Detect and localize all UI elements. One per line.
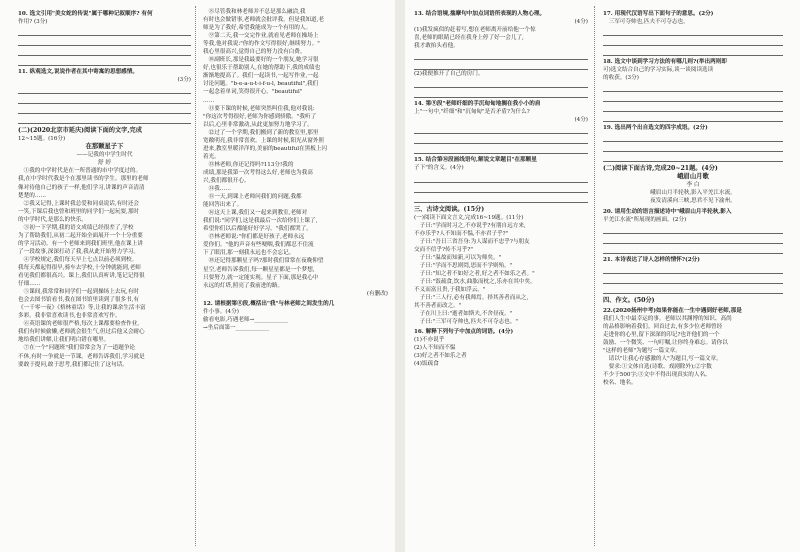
text-line: 不休,有时一争就是一节课。老师告诉我们,学习就是 xyxy=(18,353,145,360)
text-line: 不少于500字;③文中不得出现真实的人名、 xyxy=(603,372,711,379)
text-line: 成绩,那是我第一次考得这么好,老师也为我高 xyxy=(203,169,313,176)
question-text: 12. 请根据第⑧段,概括出"我"与林老师之间发生的几 xyxy=(203,300,335,307)
text-line: 讨论问题。"b-e-a-u-t-i-f-u-l, beautiful",我们 xyxy=(203,81,319,88)
text-line: 请以"让我心存感激的人"为题目,写一篇文章。 xyxy=(608,355,722,362)
text-line: 三军可夺帅也,匹夫不可夺志也。 xyxy=(608,19,689,26)
answer-line xyxy=(603,234,783,244)
answer-line xyxy=(414,134,588,144)
text-line: 下了眼泪,那一刻我永远也不会忘记。 xyxy=(203,250,295,257)
answer-line xyxy=(414,144,588,154)
text-line: 好,也很乐于帮助别人,在她的帮助下,我的成绩也 xyxy=(203,65,321,72)
answer-line xyxy=(603,244,783,254)
text-line: 像对待他自己的孩子一样,他们学习,讲课的声音清清 xyxy=(18,184,145,191)
text-line: ③初一下学期,我的语文成绩已经很差了,学校 xyxy=(23,224,134,231)
answer-line xyxy=(603,26,783,36)
answer-line xyxy=(603,102,783,112)
text-line: 我,在中学时代我是个在那里读书的学生。那里的老师 xyxy=(18,176,149,183)
answer-line xyxy=(414,78,588,88)
column-2 xyxy=(203,8,388,332)
text-line: 峨眉山月歌 xyxy=(677,173,709,181)
text-line: 子曰:"温故而知新,可以为师矣。" xyxy=(419,254,502,261)
text-line: ⑧尽管我和林老师并不总是那么融洽,我 xyxy=(208,9,306,15)
question-text: 20. 请用生动的语言描述诗中"峨眉山月半轮秋,影入 xyxy=(603,208,732,215)
question-text: 13. 结合语境,揣摩句中加点词语所表现的人物心理。 xyxy=(414,11,546,17)
text-line: 峨眉山月半轮秋,影入平羌江水流。 xyxy=(650,190,736,197)
answer-line xyxy=(603,284,783,294)
text-line: 有时也会做错事,老师就会批评我。但是我知道,老 xyxy=(203,17,325,24)
text-line: 子曰:"学而时习之,不亦说乎?有朋自远方来, xyxy=(419,222,526,229)
text-line: 要敢于提问,敢于思考,我们都记住了这句话。 xyxy=(18,361,128,368)
text-line: 我每天都起得很早,骑车去学校,十分钟就能到,老师 xyxy=(18,264,141,271)
text-line: 鼓励、一个微笑、一句叮嘱,让你终身难忘。请你以 xyxy=(603,339,728,346)
question-text: 17. 用现代汉语写出下面句子的意思。(2分) xyxy=(603,11,714,17)
text-line: 走进你的心里,留下深深的印记?也许他们的一个 xyxy=(603,331,720,338)
text-line: (4分) xyxy=(574,19,588,26)
answer-line xyxy=(603,264,783,274)
answer-line xyxy=(18,56,191,66)
text-line: ⑭我…… xyxy=(208,186,231,193)
answer-line xyxy=(18,36,191,46)
text-line: 我心里很高兴,觉得自己的努力没有白费。 xyxy=(203,49,306,56)
question-text: 19. 选出两个出自选文的四字成语。(2分) xyxy=(603,125,708,132)
text-line: 可)选文结合自己的学习实际,谈一谈阅读选读 xyxy=(603,67,714,74)
text-line: ⑱还记得那颗星子吗?那时我们常常在夜晚仰望 xyxy=(208,258,324,265)
text-line: 其不善者而改之。" xyxy=(414,303,462,310)
text-line: ④学校规定,我们每天早上七点以前必须到校。 xyxy=(23,256,138,263)
text-line: →坐后面第一____________ xyxy=(203,324,270,331)
answer-line xyxy=(414,193,588,203)
answer-line xyxy=(414,173,588,183)
text-line: 师是为了我好,希望我能成为一个有用的人。 xyxy=(203,25,312,32)
text-line: (二)(2020北京市延庆)阅读下面的文字,完成 xyxy=(18,127,142,135)
text-line: 不义而富且贵,于我如浮云。" xyxy=(414,286,486,293)
text-line: ⑫过了一个学期,我们搬到了新的教室里,那里 xyxy=(208,129,319,136)
text-line: ⑥英语课的老师很严格,每次上课都要检查作业, xyxy=(23,321,140,328)
text-line: 的中学时代,是那么的快乐。 xyxy=(18,216,87,223)
text-line: 子曰:"知之者不如好之者,好之者不如乐之者。" xyxy=(419,270,535,277)
answer-line xyxy=(603,92,783,102)
text-line: (3分) xyxy=(177,77,191,84)
answer-line xyxy=(603,112,783,122)
text-line: 永远的灯塔,照亮了我前进的路。 xyxy=(203,282,284,289)
text-line: 我们说:"同学们,这是我最后一次给你们上课了, xyxy=(203,218,318,225)
text-line: 一笑,下课后我也曾和班里的同学们一起玩耍,那时 xyxy=(18,208,140,215)
text-line: (2)人不知而不愠 xyxy=(414,345,456,352)
text-line: (4分) xyxy=(574,117,588,124)
text-line: 以后,心里非常激动,从此更加努力地学习了。 xyxy=(203,121,313,128)
text-line: 偷看电影,巧遇老师→____________ xyxy=(203,316,288,323)
text-line: 了一段故事,深深打动了我,我从此开始努力学习。 xyxy=(18,248,140,255)
text-line: ⑬林老师,你还记得吗?113分!我的 xyxy=(208,161,294,168)
text-line: 子曰:"学而不思则罔,思而不学则殆。" xyxy=(419,262,513,269)
text-line: ⑨第二天,我一交完作业,就看见老师在操场上 xyxy=(208,33,319,40)
answer-line xyxy=(603,142,783,152)
text-line: 交而不信乎?传不习乎?" xyxy=(414,246,473,253)
text-line: 12~15题。(16分) xyxy=(18,136,66,143)
text-line: 能回答出来了。 xyxy=(203,202,243,209)
text-line: ⑯这天上课,我们又一起来到教室,老师对 xyxy=(208,210,308,217)
column-1 xyxy=(18,8,191,369)
answer-line xyxy=(18,104,191,114)
text-line: (1)不亦说乎 xyxy=(414,337,445,344)
text-line: ②我又记得,上课时我总爱和同桌说话,有时还会 xyxy=(23,200,140,207)
question-text: 10. 选文引用"美女蛇的传说"属于哪种记叙顺序? 有何 xyxy=(18,11,153,17)
text-line: 仔细…… xyxy=(18,281,41,288)
question-text: 15. 结合第⑯段画线语句,解说文章题目"在那颗星 xyxy=(414,157,537,164)
answer-line xyxy=(414,60,588,70)
text-line: 我才敢抬头看他。 xyxy=(414,43,459,50)
text-line: 子曰:"饭疏食,饮水,曲肱而枕之,乐亦在其中矣。 xyxy=(419,278,536,285)
text-line: 子下"的含义。(4分) xyxy=(414,165,464,172)
text-line: 子在川上曰:"逝者如斯夫,不舍昼夜。" xyxy=(419,311,513,318)
text-line: 为了帮助我们,从初二起开始全面展开一个十分重要 xyxy=(18,232,143,239)
answer-line xyxy=(603,152,783,162)
text-line: ⑦在一个"问题班"我们常常会为了一道题争论 xyxy=(23,345,136,352)
text-line: ⑤课间,我常常和同学们一起到操场上去玩,有时 xyxy=(23,289,140,296)
answer-line xyxy=(414,124,588,134)
answer-line xyxy=(414,183,588,193)
answer-line xyxy=(18,26,191,36)
text-line: 校名、地名。 xyxy=(603,380,637,387)
text-line: (3)好之者不如乐之者 xyxy=(414,353,467,360)
text-line: ⑪要下课的时候,老师突然叫住我,他对我说: xyxy=(208,105,315,112)
text-line: 的收获。(3分) xyxy=(603,75,639,82)
text-line: 等我,他对我说:"你的作文写得很好,继续努力。" xyxy=(203,41,320,48)
text-line: 喜,老师的眼睛已经在我身上停了好一会儿了, xyxy=(414,35,524,42)
answer-line xyxy=(414,50,588,60)
text-line: 宽敞明亮,我非常喜欢。上课的时候,阳光从窗外照 xyxy=(203,137,325,144)
column-divider xyxy=(594,6,595,546)
column-3 xyxy=(414,8,588,368)
text-line: 星空,老师告诉我们,每一颗星星都是一个梦想, xyxy=(203,266,315,273)
text-line: "这样的老师"为题写一篇文章。 xyxy=(603,347,681,354)
text-line: 的学习活动。有一个老师来到我们班里,他在课上讲 xyxy=(18,240,143,247)
page-gutter xyxy=(395,0,405,552)
answer-line xyxy=(414,88,588,98)
question-text: 16. 解释下列句子中加点的词语。(4分) xyxy=(414,329,514,336)
text-line: 多彩。我非常喜欢读书,也非常喜欢写作。 xyxy=(18,313,121,320)
text-line: ⑩副班长,那是我最要好的一个朋友,她学习很 xyxy=(208,57,319,64)
text-line: 也会去图书馆看书,我在图书馆里读到了很多书,有 xyxy=(18,297,140,304)
text-line: 三、古诗文阅读。(15分) xyxy=(414,205,485,213)
answer-line xyxy=(603,82,783,92)
text-line: 子曰:"三人行,必有我师焉。择其善者而从之, xyxy=(419,295,529,302)
text-line: 要求:①文体自选(诗歌、戏剧除外);②字数 xyxy=(608,364,712,371)
text-line: (2)我便推开了自己的房门。 xyxy=(414,71,484,78)
answer-line xyxy=(18,46,191,56)
text-line: …… xyxy=(203,97,215,104)
text-line: 我们人生中最幸运的事。老师以其渊博的知识、高尚 xyxy=(603,315,732,322)
text-line: 地给我们讲解,让我们明白错在哪里。 xyxy=(18,337,110,344)
text-line: 看见我们都很高兴。课上,我们认真听讲,笔记记得很 xyxy=(18,273,145,280)
text-line: 子曰:"三军可夺帅也,匹夫不可夺志也。" xyxy=(419,319,518,326)
answer-line xyxy=(603,46,783,56)
answer-line xyxy=(603,132,783,142)
question-text: 22.(2020扬州中考)如果你能在一生中遇到好老师,那是 xyxy=(603,307,742,314)
text-line: 《一千零一夜》《格林童话》等,让我的课余生活丰富 xyxy=(18,305,146,312)
answer-line xyxy=(18,114,191,124)
text-line: 的品格影响着我们。回首过去,有多少位老师曾经 xyxy=(603,323,723,330)
text-line: 爱你们。"他的声音有些哽咽,我们都忍不住流 xyxy=(203,242,314,249)
question-text: 14. 第⑨段"老师纤细的手沉甸甸地搁在我小小的肩 xyxy=(414,101,541,108)
text-line: 舒 婷 xyxy=(98,160,111,167)
text-line: ——记我的中学生时代 xyxy=(76,152,133,159)
text-line: (一)阅读下面文言文,完成16~19题。(11分) xyxy=(414,214,524,221)
text-line: ⑮一天,到课上老师问我们的问题,我都 xyxy=(208,194,302,201)
text-line: 在那颗星子下 xyxy=(85,143,124,151)
text-line: 件小事。(4分) xyxy=(203,308,239,315)
text-line: 进来,教室里暖洋洋的,美丽的beautiful在黑板上闪 xyxy=(203,145,327,152)
text-line: 作用? (3分) xyxy=(18,19,48,26)
text-line: 渐渐地提高了。我们一起读书,一起写作业,一起 xyxy=(203,73,319,80)
text-line: 着光。 xyxy=(203,153,220,160)
column-4 xyxy=(603,8,783,387)
text-line: 夜发清溪向三峡,思君不见下渝州。 xyxy=(650,198,736,205)
text-line: 兴,我们都很开心。 xyxy=(203,177,250,184)
text-line: (有删改) xyxy=(366,290,388,297)
answer-line xyxy=(603,224,783,234)
text-line: ⑰林老师说:"你们都是好孩子,老师永远 xyxy=(208,234,305,241)
text-line: 平羌江水流"所展现的画面。(2分) xyxy=(603,216,687,223)
text-line: 上"一句中,"纤细"和"沉甸甸"是否矛盾?为什么? xyxy=(414,109,530,116)
text-line: 子曰:"吾日三省吾身:为人谋而不忠乎?与朋友 xyxy=(419,238,530,245)
text-line: (4)饭疏食 xyxy=(414,361,439,368)
column-divider xyxy=(195,6,196,546)
text-line: (1)我发疯似的赶着写,想在老师离开前给他一个惊 xyxy=(414,27,536,34)
text-line: 四、作文。(50分) xyxy=(603,296,655,304)
answer-line xyxy=(18,94,191,104)
answer-line xyxy=(18,84,191,94)
question-text: 11. 纵观选文,说说作者在其中寄寓的思想感情。 xyxy=(18,69,138,76)
text-line: 我们有时候偷懒,老师就会很生气,但过后他又会耐心 xyxy=(18,329,145,336)
text-line: 楚楚的…… xyxy=(18,192,46,199)
text-line: "你这次考得很好,老师为你感到骄傲。"我听了 xyxy=(203,113,317,120)
text-line: 李 白 xyxy=(686,182,700,189)
question-text: 21. 本诗表达了诗人怎样的情怀?(2分) xyxy=(603,256,700,263)
text-line: 只要努力,就一定能实现。星子下面,那是我心中 xyxy=(203,274,319,281)
text-line: ①我的中学时代是在一所普通的市中学度过的。 xyxy=(23,168,142,175)
question-text: 18. 选文中谈到学习方法的有哪几则?(举出两则即 xyxy=(603,59,727,66)
text-line: (二)阅读下面古诗,完成20~21题。(4分) xyxy=(603,165,718,173)
text-line: 希望你们以后都能好好学习。"我们都哭了。 xyxy=(203,226,312,233)
answer-line xyxy=(603,274,783,284)
answer-line xyxy=(603,36,783,46)
text-line: 不亦乐乎?人不知而不愠,不亦君子乎?" xyxy=(414,230,509,237)
text-line: 一起念着单词,笑得很开心。"beautiful" xyxy=(203,89,303,96)
